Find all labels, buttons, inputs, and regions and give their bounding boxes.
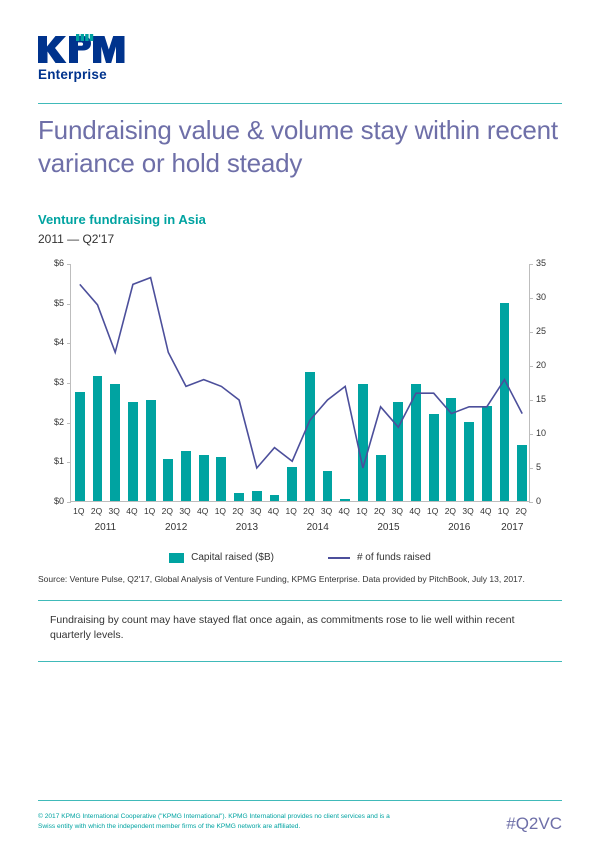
quarter-label: 2Q	[515, 506, 527, 516]
right-axis-tick-label: 10	[536, 428, 547, 438]
left-axis-tick-label: $4	[53, 337, 64, 348]
chart-subtitle: 2011 — Q2'17	[38, 232, 115, 246]
chart-quarter-labels	[70, 506, 530, 520]
chart-line-series	[71, 264, 531, 502]
right-axis-tick-label: 0	[536, 496, 542, 506]
quarter-label: 4Q	[480, 506, 492, 516]
quarter-label: 2Q	[90, 506, 103, 516]
footer-copyright: © 2017 KPMG International Cooperative ("KPMG International"). KPMG International provides no client services and is a Swiss entity with which the independent member firms of the KPMG network are affiliated.	[38, 813, 390, 831]
callout-text: Fundraising by count may have stayed flat once again, as commitments rose to lie well within recent quarterly levels.	[50, 614, 515, 642]
chart-legend	[38, 552, 562, 563]
kpmg-logo-icon	[38, 34, 126, 64]
left-axis-tick	[67, 343, 71, 344]
right-axis-tick-label: 30	[536, 292, 547, 302]
left-axis-tick	[67, 423, 71, 424]
quarter-label: 2Q	[161, 506, 173, 516]
right-axis-tick	[529, 400, 533, 401]
left-axis-tick-label: $5	[53, 297, 64, 308]
quarter-label: 3Q	[250, 506, 262, 516]
left-axis-tick-label: $6	[53, 258, 64, 268]
right-axis-tick	[529, 298, 533, 299]
legend-label-funds: # of funds raised	[356, 552, 431, 563]
quarter-label: 1Q	[285, 506, 297, 516]
right-axis-tick	[529, 366, 533, 367]
quarter-label: 2Q	[232, 506, 244, 516]
right-axis-tick	[529, 502, 533, 503]
right-axis-tick	[529, 332, 533, 333]
quarter-label: 3Q	[391, 506, 403, 516]
left-axis-tick-label: $2	[53, 416, 64, 427]
quarter-label: 4Q	[197, 506, 209, 516]
quarter-label: 3Q	[320, 506, 333, 516]
legend-swatch-bar-icon	[169, 553, 184, 563]
legend-item-funds	[328, 552, 431, 563]
divider-top	[38, 103, 562, 104]
chart-plot-area	[38, 258, 562, 533]
right-axis-tick-label: 25	[536, 326, 547, 336]
year-label: 2013	[235, 522, 259, 533]
kpmg-logo-block	[38, 34, 126, 82]
left-axis-tick	[67, 304, 71, 305]
right-axis-tick-label: 20	[536, 360, 547, 370]
left-axis-tick	[67, 462, 71, 463]
right-axis-tick-label: 5	[536, 462, 542, 472]
divider-footer	[38, 800, 562, 801]
quarter-label: 4Q	[338, 506, 350, 516]
footer-hashtag: #Q2VC	[506, 814, 562, 833]
left-axis-tick-label: $0	[53, 496, 64, 506]
chart-title: Venture fundraising in Asia	[38, 212, 206, 227]
right-axis-tick	[529, 434, 533, 435]
logo-enterprise-label: Enterprise	[38, 67, 107, 82]
right-axis-tick-label: 15	[536, 394, 547, 404]
quarter-label: 2Q	[444, 506, 457, 516]
page-title: Fundraising value & volume stay within recent variance or hold steady	[38, 115, 558, 179]
chart-axes-frame	[70, 264, 530, 502]
quarter-label: 1Q	[214, 506, 227, 516]
year-label: 2012	[165, 522, 188, 533]
year-label: 2016	[448, 522, 471, 533]
quarter-label: 2Q	[373, 506, 386, 516]
legend-item-capital	[169, 552, 274, 563]
left-axis-tick-label: $1	[53, 456, 64, 467]
legend-swatch-line-icon	[328, 557, 350, 559]
right-axis-tick	[529, 468, 533, 469]
right-axis-tick	[529, 264, 533, 265]
year-label: 2017	[501, 522, 524, 533]
quarter-label: 4Q	[126, 506, 138, 516]
divider-bottom	[38, 661, 562, 662]
legend-label-capital: Capital raised ($B)	[191, 552, 274, 563]
left-axis-tick	[67, 264, 71, 265]
quarter-label: 1Q	[73, 506, 85, 516]
year-label: 2015	[377, 522, 400, 533]
quarter-label: 1Q	[356, 506, 368, 516]
divider-middle	[38, 600, 562, 601]
quarter-label: 4Q	[409, 506, 421, 516]
chart-source-note: Source: Venture Pulse, Q2'17, Global Analysis of Venture Funding, KPMG Enterprise. Data provided by PitchBook, July 13, 2017.	[38, 574, 525, 584]
quarter-label: 3Q	[462, 506, 474, 516]
left-axis-tick	[67, 502, 71, 503]
left-axis-tick-label: $3	[53, 377, 64, 387]
year-label: 2011	[94, 522, 117, 533]
year-label: 2014	[306, 522, 329, 533]
quarter-label: 3Q	[108, 506, 120, 516]
right-axis-tick-label: 35	[536, 258, 547, 268]
quarter-label: 2Q	[303, 506, 315, 516]
quarter-label: 1Q	[427, 506, 439, 516]
quarter-label: 1Q	[497, 506, 510, 516]
chart-year-labels	[70, 522, 530, 536]
quarter-label: 4Q	[267, 506, 280, 516]
left-axis-tick	[67, 383, 71, 384]
quarter-label: 3Q	[179, 506, 191, 516]
quarter-label: 1Q	[143, 506, 156, 516]
